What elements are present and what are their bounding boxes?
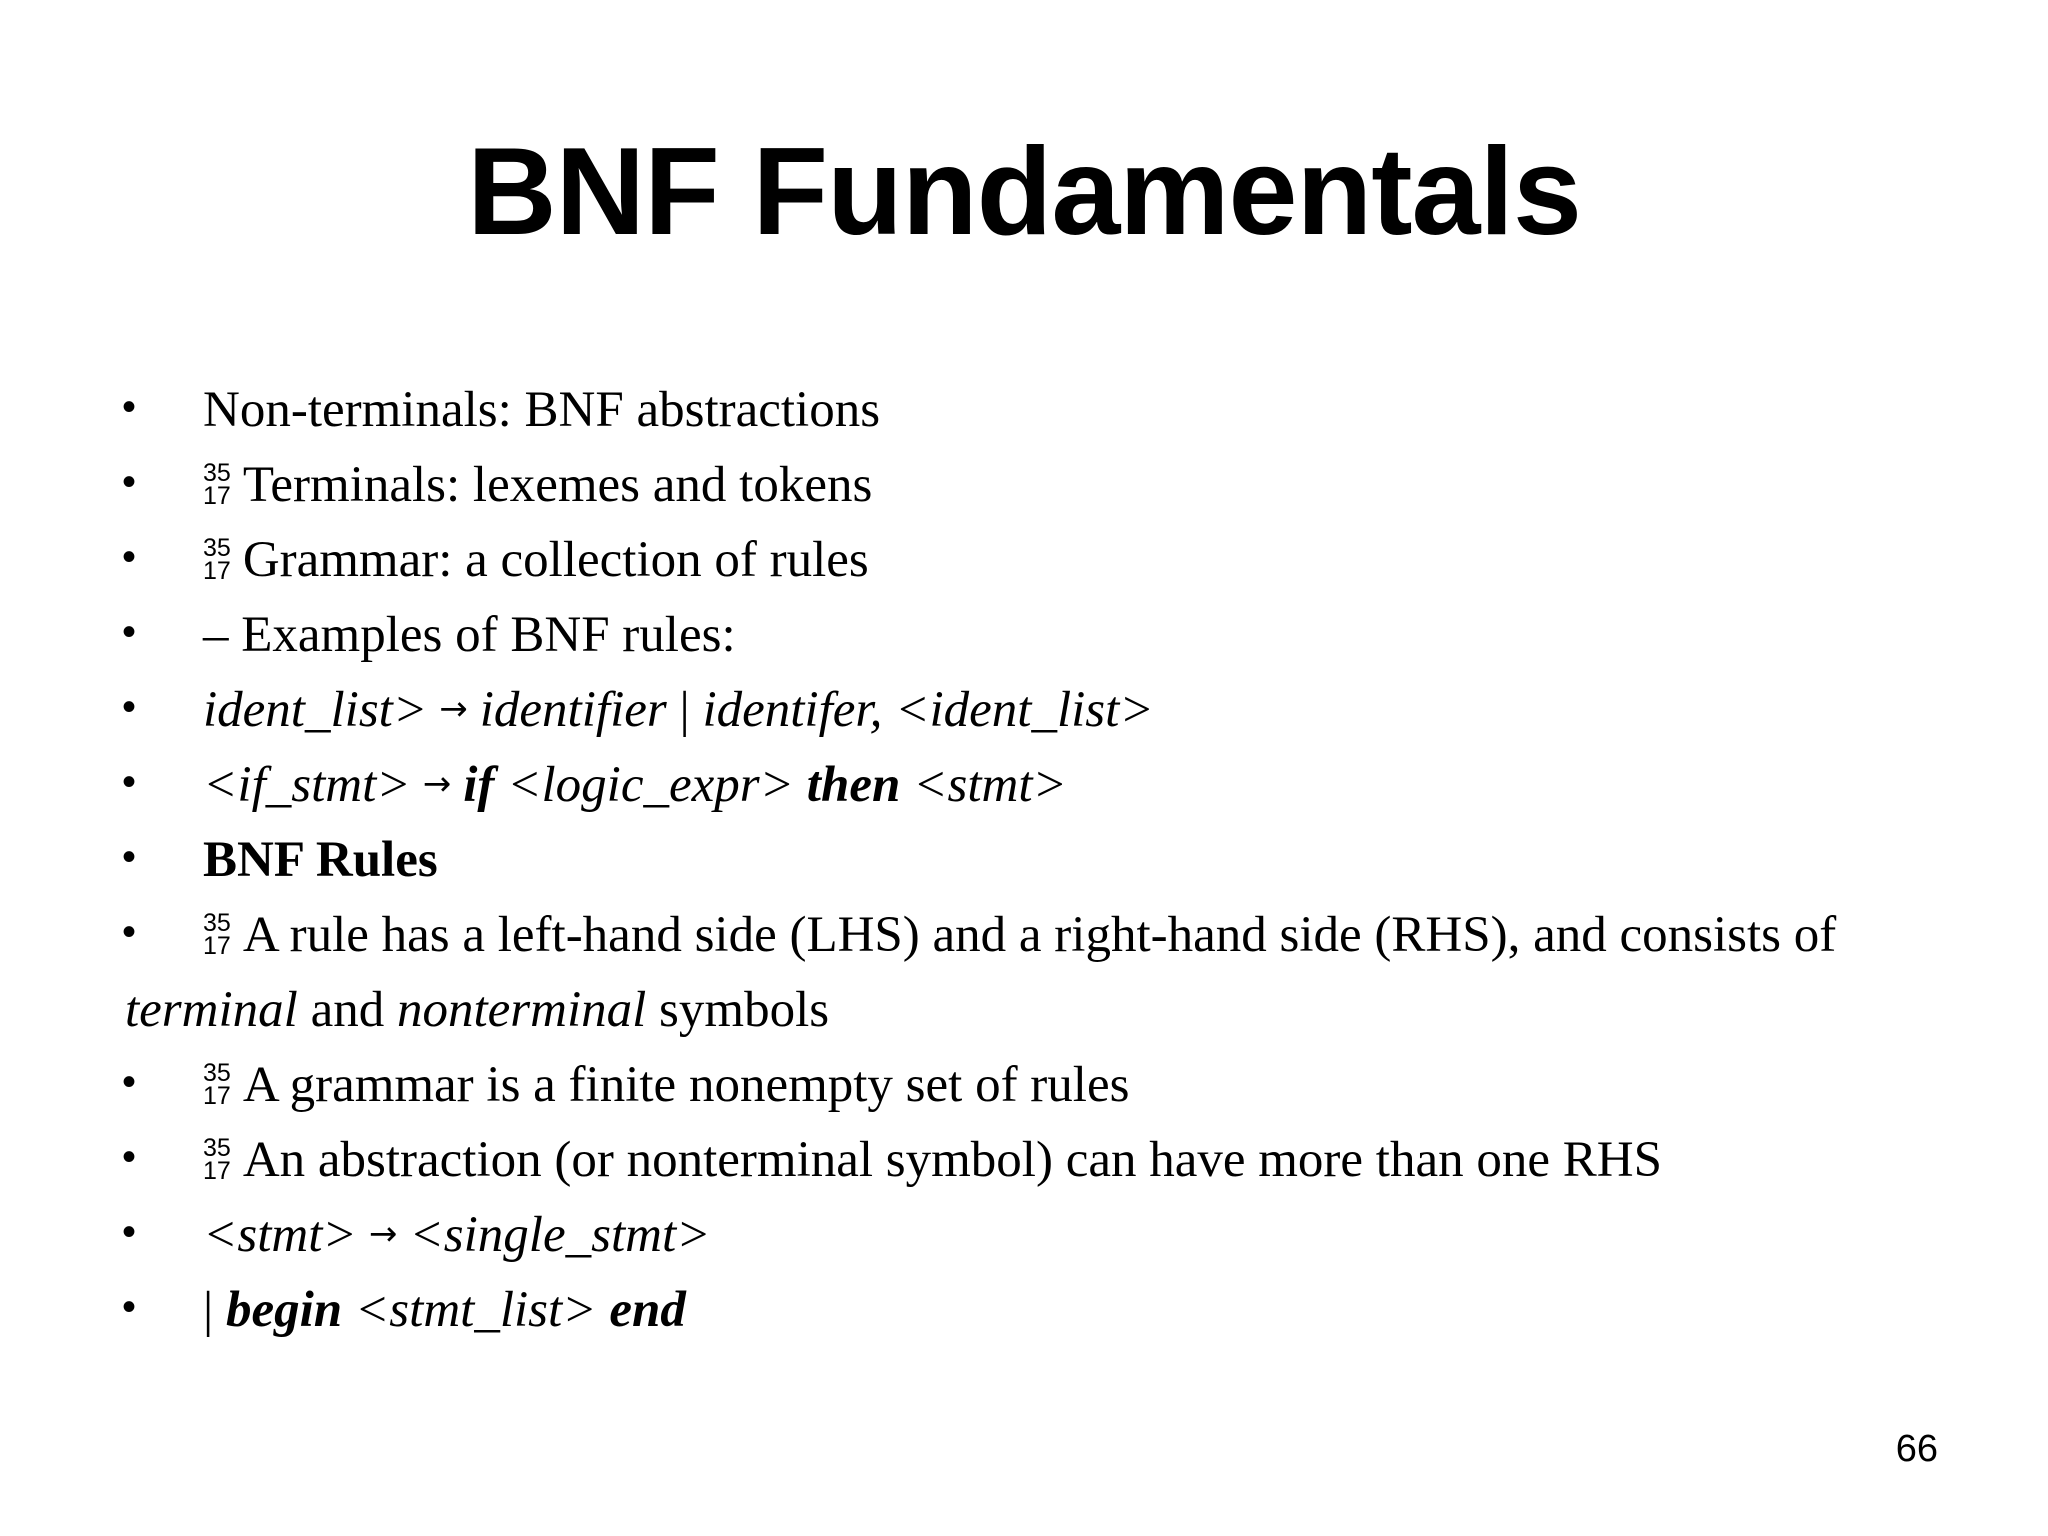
bullet-icon: • [122, 685, 137, 729]
rule-line [203, 673, 1154, 753]
rule-rhs: identifier [479, 682, 667, 738]
rule-nonterminal: <stmt_list> [354, 1282, 597, 1338]
arrow-icon: → [422, 764, 452, 804]
line-content [203, 523, 869, 598]
line-text: – Examples of BNF rules: [203, 607, 736, 663]
list-item [0, 673, 2048, 748]
alternation-bar: | [203, 1282, 214, 1338]
page-number: 66 [1895, 1428, 1938, 1470]
term-terminal: terminal [125, 982, 298, 1038]
rule-lhs: ident_list> [203, 682, 428, 738]
line-text: Grammar: a collection of rules [242, 532, 869, 588]
bullet-icon: • [122, 1285, 137, 1329]
bullet-icon: • [122, 835, 137, 879]
marker-glyph: 35 17 [203, 459, 231, 511]
marker-glyph: 35 17 [203, 534, 231, 586]
bullet-list [0, 373, 2048, 1348]
list-item [0, 448, 2048, 523]
list-item [0, 1123, 2048, 1198]
line-text: An abstraction (or nonterminal symbol) can have more than one RHS [242, 1132, 1662, 1188]
bullet-icon: • [122, 1135, 137, 1179]
rule-nonterminal: <logic_expr> [507, 757, 795, 813]
bullet-icon: • [122, 760, 137, 804]
rule-line [203, 1273, 686, 1348]
list-item [0, 523, 2048, 598]
line-content [203, 448, 872, 523]
rule-rhs: identifer, <ident_list> [702, 682, 1154, 738]
rule-line [203, 748, 1067, 828]
list-item [0, 823, 2048, 898]
line-text: A grammar is a finite nonempty set of rules [242, 1057, 1130, 1113]
bullet-icon: • [122, 610, 137, 654]
line-text: A rule has a left-hand side (LHS) and a right-hand side (RHS), and consists of [242, 907, 1837, 963]
line-text: Non-terminals: BNF abstractions [203, 382, 881, 438]
keyword: end [609, 1282, 686, 1338]
rule-line [203, 1198, 711, 1278]
arrow-icon: → [439, 689, 468, 729]
list-item [0, 1198, 2048, 1273]
arrow-icon: → [368, 1214, 398, 1254]
line-content [203, 1123, 1662, 1198]
list-item [0, 598, 2048, 673]
rule-lhs: <if_stmt> [203, 757, 411, 813]
term-nonterminal: nonterminal [396, 982, 647, 1038]
line-content [203, 898, 1836, 973]
keyword: if [463, 757, 495, 813]
rule-lhs: <stmt> [203, 1207, 357, 1263]
bullet-icon: • [122, 460, 137, 504]
keyword: begin [225, 1282, 343, 1338]
bullet-icon: • [122, 1210, 137, 1254]
line-text: Terminals: lexemes and tokens [242, 457, 873, 513]
list-item [0, 1048, 2048, 1123]
line-content [203, 1048, 1129, 1123]
marker-glyph: 35 17 [203, 1134, 231, 1186]
list-item [0, 898, 2048, 973]
alternation-bar: | [679, 682, 690, 738]
marker-glyph: 35 17 [203, 1059, 231, 1111]
bullet-icon: • [122, 910, 137, 954]
rule-rhs: <single_stmt> [409, 1207, 711, 1263]
rule-nonterminal: <stmt> [913, 757, 1067, 813]
list-item-continuation [0, 973, 2048, 1048]
section-heading: BNF Rules [203, 832, 438, 888]
bullet-icon: • [122, 1060, 137, 1104]
list-item [0, 373, 2048, 448]
list-item [0, 1273, 2048, 1348]
slide-title: BNF Fundamentals [467, 123, 1581, 261]
bullet-icon: • [122, 535, 137, 579]
list-item [0, 748, 2048, 823]
marker-glyph: 35 17 [203, 909, 231, 961]
keyword: then [806, 757, 901, 813]
bullet-icon: • [122, 385, 137, 429]
line-content: terminal and nonterminal symbols [125, 982, 830, 1038]
